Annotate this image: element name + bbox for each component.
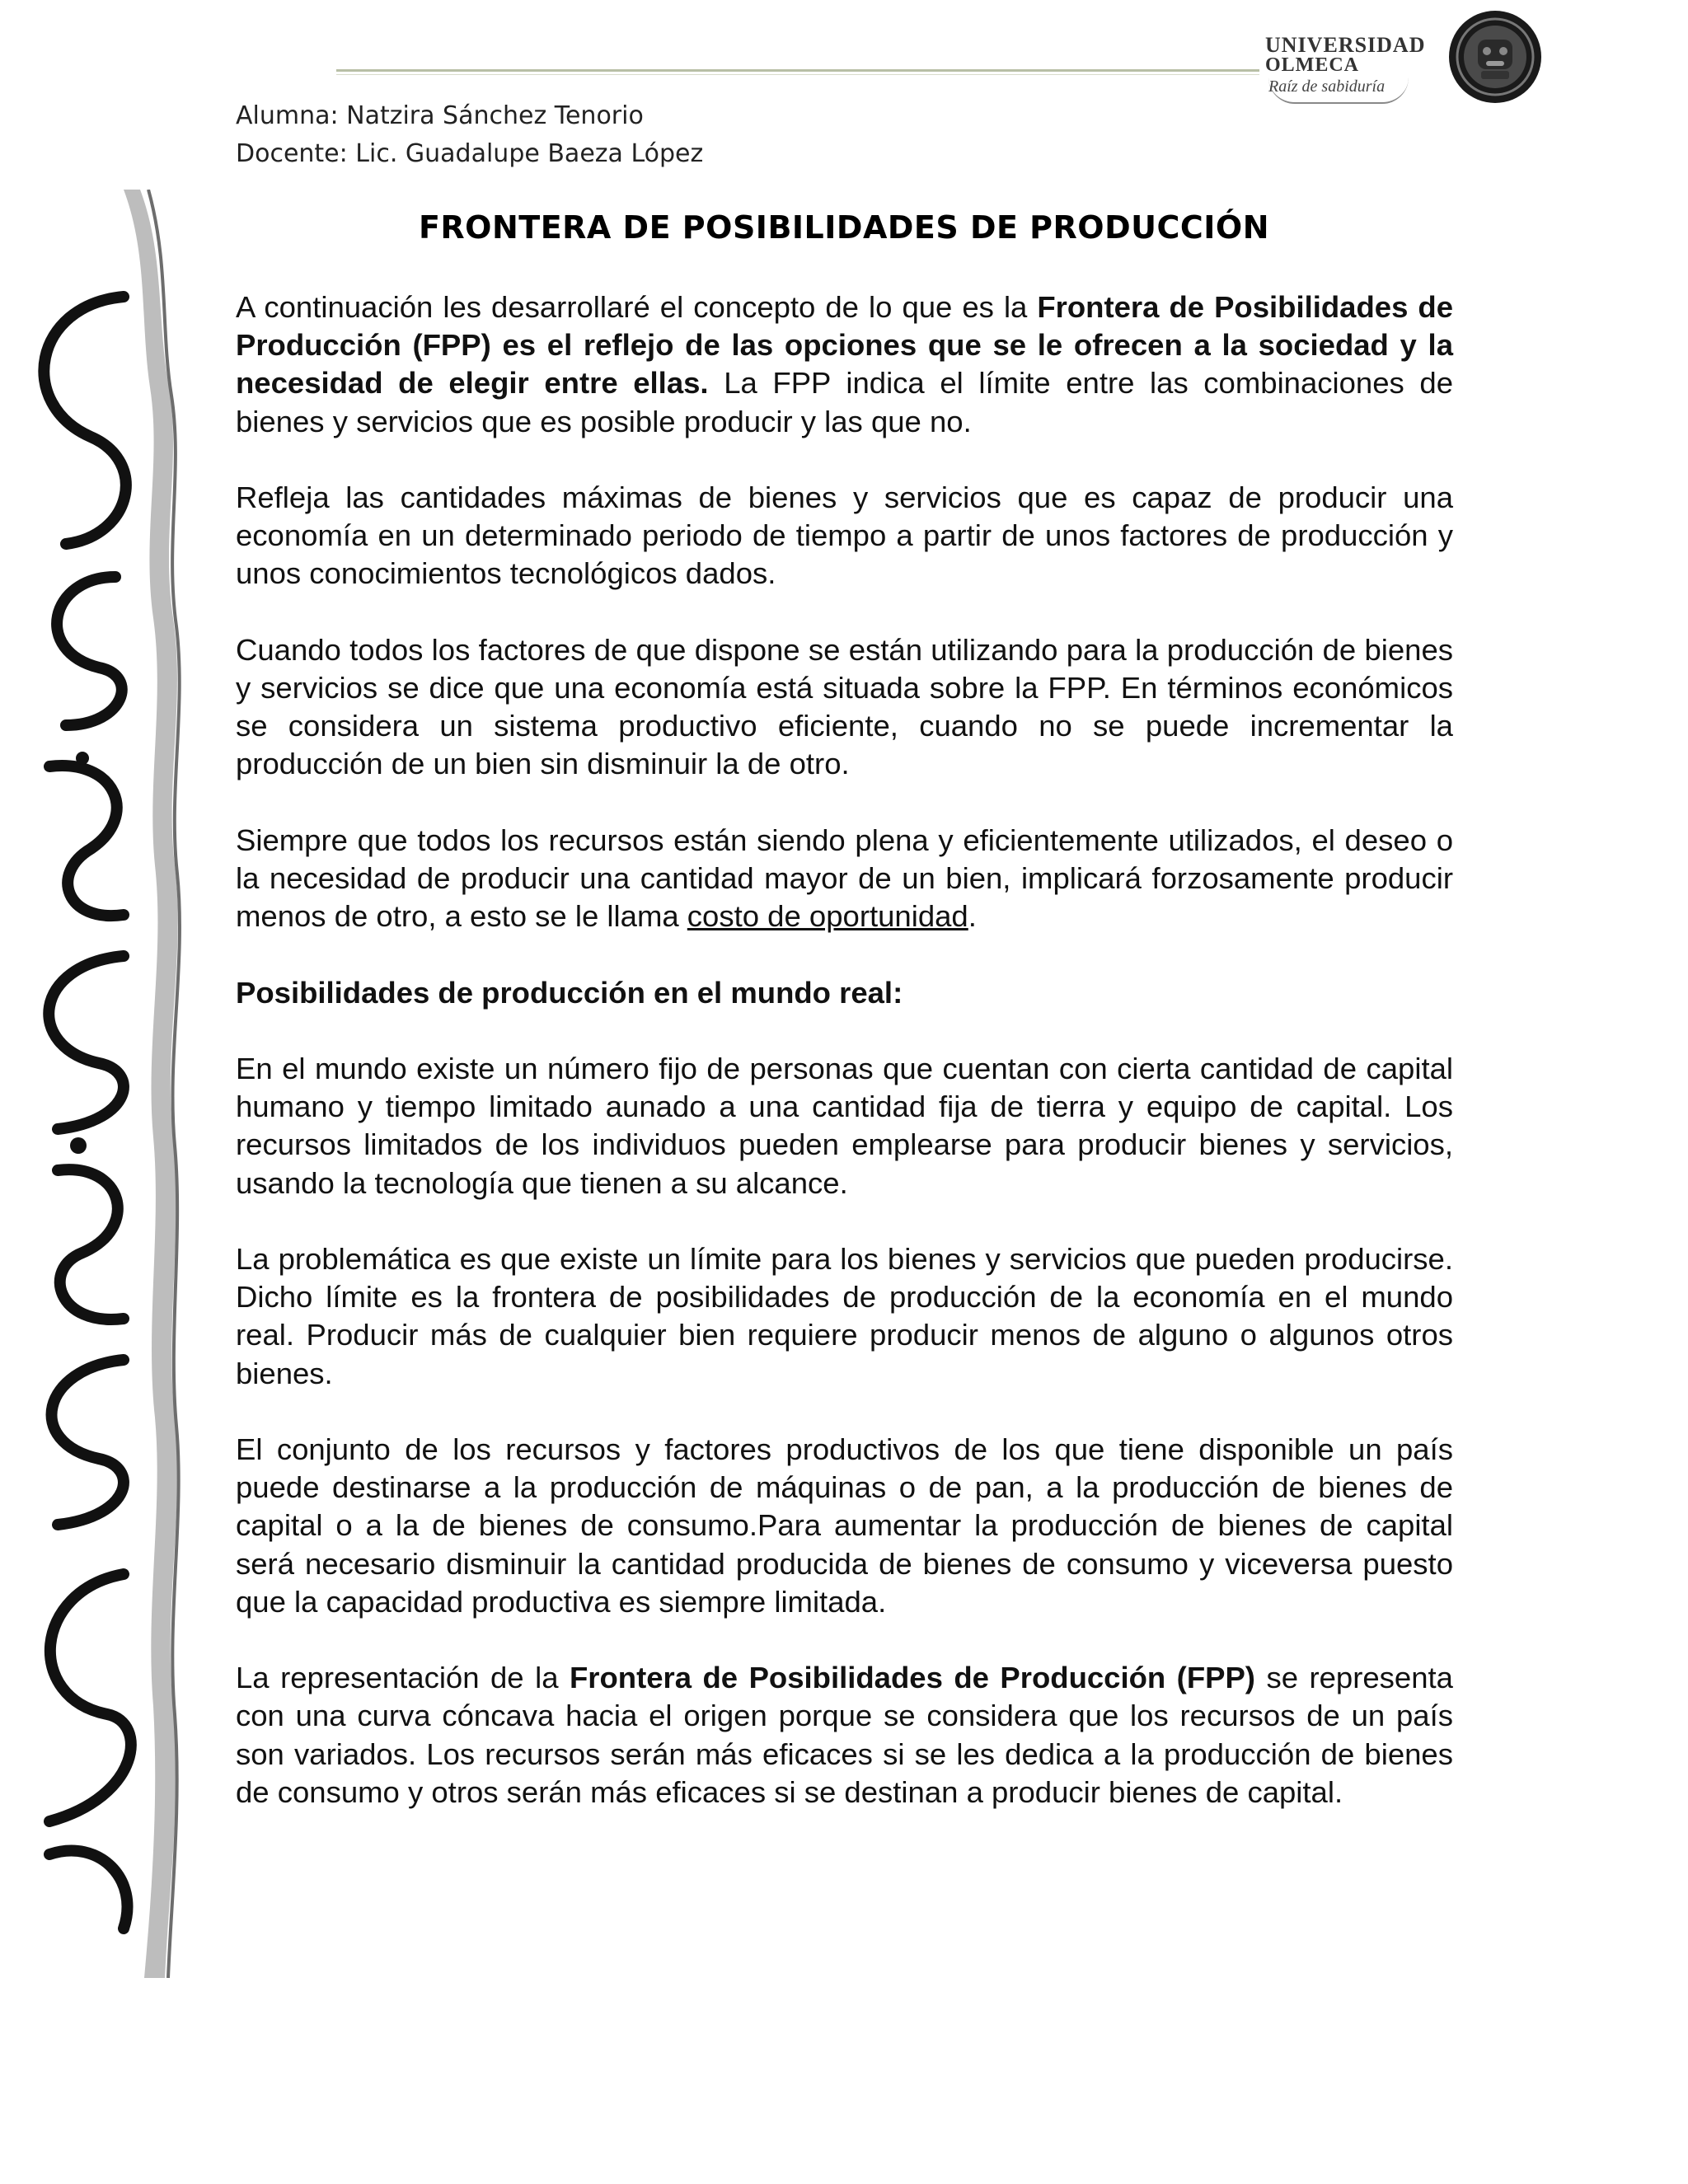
paragraph-4-part-c: . (968, 899, 977, 934)
header-rule-secondary (336, 74, 1259, 75)
university-logo (1265, 30, 1426, 112)
paragraph-6: La problemática es que existe un límite para los bienes y servicios que pueden producirse. Dicho límite es la frontera de posibilidades de producción de la economía en el mundo real. Producir más de cualquier bien requiere producir menos de alguno o algunos otros bienes. (236, 1241, 1453, 1390)
paragraph-8 (236, 1659, 1453, 1811)
student-name: Alumna: Natzira Sánchez Tenorio (236, 101, 644, 130)
university-name-line2: OLMECA (1265, 54, 1359, 76)
paragraph-intro (236, 288, 1453, 441)
paragraph-intro-part-a: A continuación les desarrollaré el concepto de lo que es la (236, 290, 1038, 324)
side-calligraphy-decoration (0, 190, 190, 1978)
paragraph-2: Refleja las cantidades máximas de bienes y servicios que es capaz de producir una economía en un determinado periodo de tiempo a partir de unos factores de producción y unos conocimientos tecnológicos dados. (236, 480, 1453, 591)
author-info (236, 97, 703, 173)
header-rule (336, 69, 1259, 72)
university-seal-icon (1447, 8, 1544, 105)
section-subheading: Posibilidades de producción en el mundo real: (236, 975, 903, 1010)
paragraph-4-part-a: Siempre que todos los recursos están siendo plena y eficientemente utilizados, el deseo o la necesidad de producir una cantidad mayor de un bien, implicará forzosamente producir menos de otro, a esto se le llama (236, 823, 1453, 934)
opportunity-cost-underlined: costo de oportunidad (687, 899, 968, 934)
teacher-name: Docente: Lic. Guadalupe Baeza López (236, 139, 704, 168)
paragraph-8-bold: Frontera de Posibilidades de Producción (FPP) (569, 1661, 1255, 1695)
document-body (236, 288, 1453, 1849)
paragraph-intro-part-c: La FPP indica el límite entre las combinaciones de bienes y servicios que es posible producir y las que no. (236, 366, 1454, 438)
paragraph-4 (236, 822, 1453, 936)
paragraph-8-part-c: se representa con una curva cóncava hacia el origen porque se considera que los recursos de un país son variados. Los recursos serán más eficaces si se les dedica a la producción de bienes de consumo y otros serán más eficaces si se destinan a producir bienes de capital. (236, 1661, 1453, 1809)
document-title: FRONTERA DE POSIBILIDADES DE PRODUCCIÓN (418, 209, 1270, 246)
paragraph-3: Cuando todos los factores de que dispone se están utilizando para la producción de bienes y servicios se dice que una economía está situada sobre la FPP. En términos económicos se considera un sistema productivo eficiente, cuando no se puede incrementar la producción de un bien sin disminuir la de otro. (236, 632, 1453, 781)
paragraph-8-part-a: La representación de la (236, 1661, 570, 1695)
university-motto: Raíz de sabiduría (1268, 77, 1409, 104)
university-name-line1: UNIVERSIDAD (1265, 33, 1426, 57)
paragraph-intro-bold: Frontera de Posibilidades de Producción (FPP) es el reflejo de las opciones que se le ofrecen a la sociedad y la necesidad de elegir entre ellas. (236, 290, 1454, 401)
paragraph-7: El conjunto de los recursos y factores productivos de los que tiene disponible un país puede destinarse a la producción de máquinas o de pan, a la producción de bienes de capital o a la de bienes de consumo.Para aumentar la producción de bienes de capital será necesario disminuir la cantidad producida de bienes de consumo y viceversa puesto que la capacidad productiva es siempre limitada. (236, 1432, 1453, 1619)
paragraph-5: En el mundo existe un número fijo de personas que cuentan con cierta cantidad de capital humano y tiempo limitado aunado a una cantidad fija de tierra y equipo de capital. Los recursos limitados de los individuos pueden emplearse para producir bienes y servicios, usando la tecnología que tienen a su alcance. (236, 1051, 1453, 1200)
